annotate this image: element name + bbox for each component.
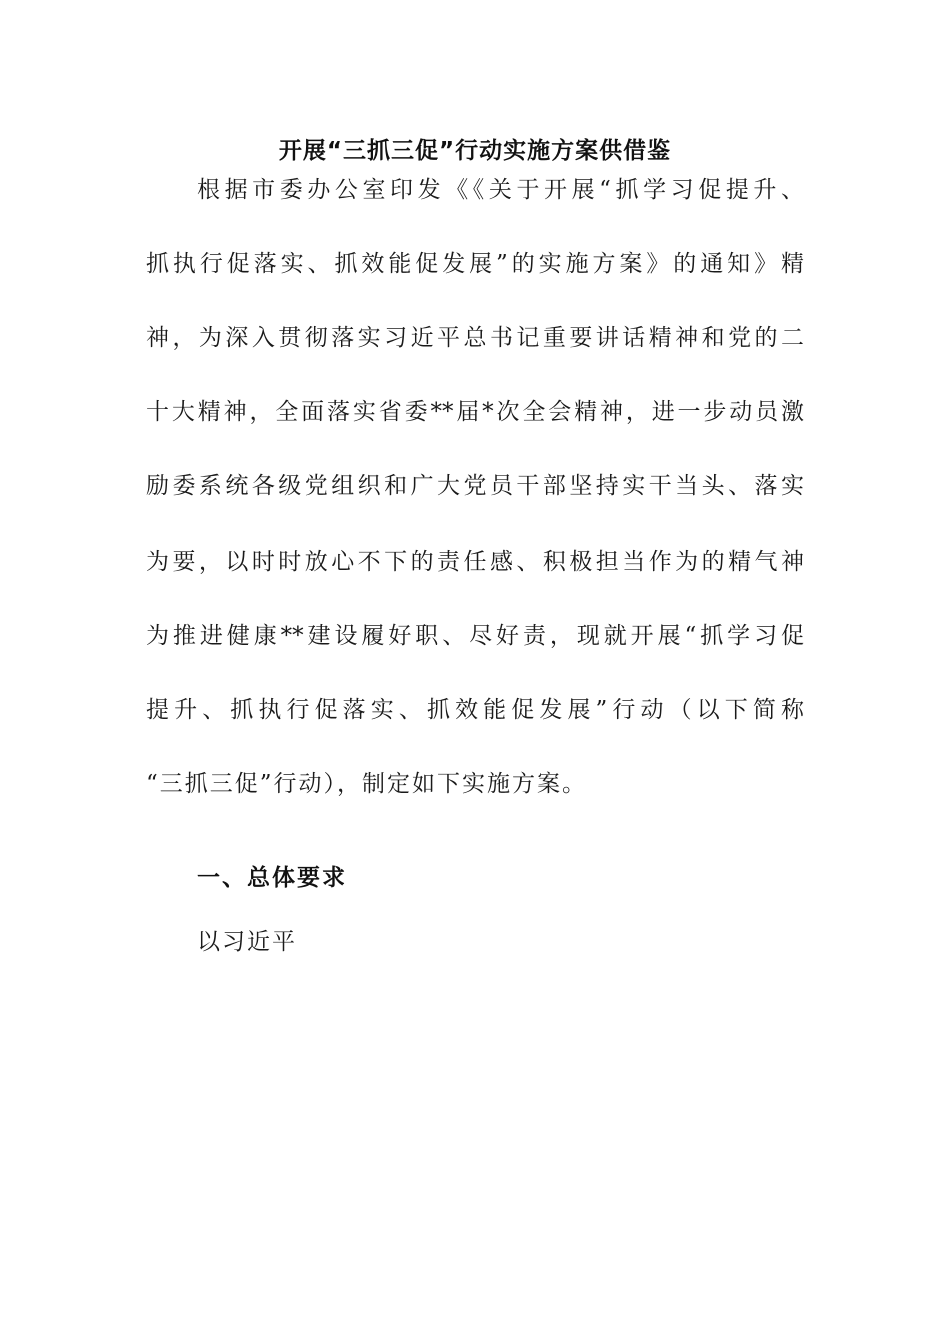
paragraph-line: 十大精神，全面落实省委**届*次全会精神，进一步动员激 (146, 399, 804, 425)
paragraph-line: 根据市委办公室印发《《关于开展“抓学习促提升、 (197, 177, 804, 203)
paragraph-line: “三抓三促”行动），制定如下实施方案。 (146, 771, 588, 797)
paragraph-line: 神，为深入贯彻落实习近平总书记重要讲话精神和党的二 (146, 325, 804, 351)
paragraph-line: 为要，以时时放心不下的责任感、积极担当作为的精气神 (146, 549, 804, 575)
paragraph-line: 提升、抓执行促落实、抓效能促发展”行动（以下简称 (146, 697, 804, 723)
section-text: 以习近平 (197, 929, 297, 955)
paragraph-line: 抓执行促落实、抓效能促发展”的实施方案》的通知》精 (146, 251, 804, 277)
paragraph-line: 为推进健康**建设履好职、尽好责，现就开展“抓学习促 (146, 623, 804, 649)
section-heading: 一、总体要求 (197, 865, 347, 891)
document-title: 开展“三抓三促”行动实施方案供借鉴 (278, 138, 672, 164)
paragraph-line: 励委系统各级党组织和广大党员干部坚持实干当头、落实 (146, 473, 804, 499)
